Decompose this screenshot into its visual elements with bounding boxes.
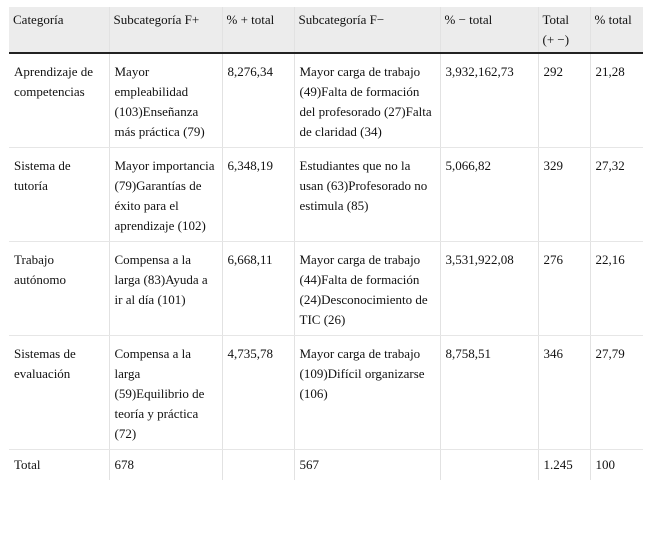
cell-total: 276 xyxy=(538,242,590,336)
cell-pct-negative xyxy=(440,450,538,481)
cell-pct-positive: 8,276,34 xyxy=(222,53,294,148)
cell-total: 1.245 xyxy=(538,450,590,481)
header-total-line2: (+ −) xyxy=(542,32,570,47)
cell-subcategoria-negative: Mayor carga de trabajo (44)Falta de formación (24)Desconocimiento de TIC (26) xyxy=(294,242,440,336)
cell-subcategoria-negative: 567 xyxy=(294,450,440,481)
cell-pct-total: 100 xyxy=(590,450,643,481)
cell-pct-positive: 6,348,19 xyxy=(222,148,294,242)
cell-pct-negative: 3,531,922,08 xyxy=(440,242,538,336)
cell-subcategoria-positive: 678 xyxy=(109,450,222,481)
cell-categoria: Sistemas de evaluación xyxy=(9,336,109,450)
header-pct-positive: % + total xyxy=(222,7,294,53)
cell-total: 329 xyxy=(538,148,590,242)
table-row xyxy=(9,336,643,450)
header-subcategoria-negative: Subcategoría F− xyxy=(294,7,440,53)
cell-pct-total: 27,32 xyxy=(590,148,643,242)
header-total-line1: Total xyxy=(542,12,570,27)
total-row xyxy=(9,450,643,481)
header-categoria: Categoría xyxy=(9,7,109,53)
cell-total: 346 xyxy=(538,336,590,450)
cell-pct-negative: 5,066,82 xyxy=(440,148,538,242)
cell-pct-negative: 8,758,51 xyxy=(440,336,538,450)
header-pct-total: % total xyxy=(590,7,643,53)
cell-categoria: Sistema de tutoría xyxy=(9,148,109,242)
cell-categoria: Trabajo autónomo xyxy=(9,242,109,336)
cell-pct-negative: 3,932,162,73 xyxy=(440,53,538,148)
cell-total: 292 xyxy=(538,53,590,148)
cell-subcategoria-positive: Mayor empleabilidad (103)Enseñanza más práctica (79) xyxy=(109,53,222,148)
table-row xyxy=(9,53,643,148)
cell-subcategoria-negative: Mayor carga de trabajo (109)Difícil organizarse (106) xyxy=(294,336,440,450)
header-pct-negative: % − total xyxy=(440,7,538,53)
data-table xyxy=(9,7,643,480)
cell-subcategoria-positive: Compensa a la larga (83)Ayuda a ir al día (101) xyxy=(109,242,222,336)
cell-categoria: Total xyxy=(14,457,41,472)
cell-pct-total: 27,79 xyxy=(590,336,643,450)
header-total xyxy=(538,7,590,53)
cell-categoria: Aprendizaje de competencias xyxy=(9,53,109,148)
cell-pct-positive: 6,668,11 xyxy=(222,242,294,336)
header-row xyxy=(9,7,643,53)
table-row xyxy=(9,242,643,336)
table-container xyxy=(9,7,643,480)
cell-subcategoria-positive: Compensa a la larga (59)Equilibrio de teoría y práctica (72) xyxy=(109,336,222,450)
cell-pct-positive: 4,735,78 xyxy=(222,336,294,450)
cell-pct-total: 21,28 xyxy=(590,53,643,148)
cell-pct-positive xyxy=(222,450,294,481)
cell-subcategoria-positive: Mayor importancia (79)Garantías de éxito para el aprendizaje (102) xyxy=(109,148,222,242)
cell-pct-total: 22,16 xyxy=(590,242,643,336)
table-row xyxy=(9,148,643,242)
cell-subcategoria-negative: Estudiantes que no la usan (63)Profesorado no estimula (85) xyxy=(294,148,440,242)
header-subcategoria-positive: Subcategoría F+ xyxy=(109,7,222,53)
cell-subcategoria-negative: Mayor carga de trabajo (49)Falta de formación del profesorado (27)Falta de claridad (34) xyxy=(294,53,440,148)
